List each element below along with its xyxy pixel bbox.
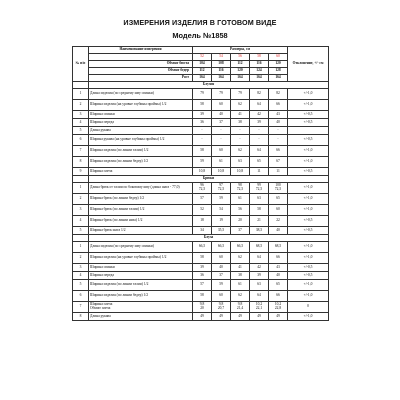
measurement-name: Ширина переда — [89, 119, 193, 127]
measurement-value: 42 — [250, 111, 269, 119]
row-number: 5 — [73, 127, 89, 135]
measurement-value: 36 — [193, 272, 212, 280]
measurement-value: - — [250, 135, 269, 146]
hips-value: 112 — [193, 68, 212, 75]
row-number: 5 — [73, 280, 89, 291]
bust-value: 108 — [212, 61, 231, 68]
section-title: Блузон — [89, 82, 329, 89]
measurement-value: 99 72,5 — [250, 183, 269, 194]
measurement-value: 38 — [231, 119, 250, 127]
measurement-value: 43 — [269, 111, 288, 119]
section-title: Блуза — [89, 235, 329, 242]
header-name: Наименование измерения — [89, 47, 193, 54]
table-row — [73, 291, 329, 302]
tolerance-value: +/-1,0 — [288, 100, 329, 111]
table-row — [73, 157, 329, 168]
table-row — [73, 216, 329, 227]
measurement-value: - — [193, 135, 212, 146]
measurement-value: 65 — [269, 194, 288, 205]
hips-label: Обхват бедер — [89, 68, 193, 75]
size-value: 58 — [250, 54, 269, 61]
height-value: 164 — [250, 75, 269, 82]
measurement-table — [72, 46, 329, 321]
measurement-value: 18 — [193, 216, 212, 227]
measurement-value: 61 — [212, 157, 231, 168]
measurement-value: 11 — [269, 168, 288, 176]
measurement-value: 96 72,5 — [193, 183, 212, 194]
measurement-name: Ширина брюк (по линии низа) 1/2 — [89, 216, 193, 227]
measurement-value: 56 — [231, 205, 250, 216]
row-number: 1 — [73, 183, 89, 194]
measurement-value: 54 — [212, 205, 231, 216]
measurement-value: 10,8 — [212, 168, 231, 176]
tolerance-value: +/-0,5 — [288, 272, 329, 280]
table-row — [73, 111, 329, 119]
measurement-value: 58 — [193, 253, 212, 264]
measurement-value: 49 — [250, 313, 269, 321]
section-num-blank — [73, 235, 89, 242]
tolerance-value: +/-0,5 — [288, 227, 329, 235]
tolerance-value: +/-1,0 — [288, 253, 329, 264]
bust-value: 104 — [193, 61, 212, 68]
tolerance-value: +/-1,0 — [288, 291, 329, 302]
document-title: ИЗМЕРЕНИЯ ИЗДЕЛИЯ В ГОТОВОМ ВИДЕ — [123, 18, 277, 27]
measurement-value: 40 — [212, 111, 231, 119]
measurement-value: 35,5 — [212, 227, 231, 235]
table-row — [73, 272, 329, 280]
tolerance-value: 0 — [288, 302, 329, 313]
measurement-value: 34 — [193, 227, 212, 235]
measurement-value: 60 — [212, 291, 231, 302]
measurement-value: 82 — [269, 89, 288, 100]
measurement-value: 67 — [269, 157, 288, 168]
measurement-value: 49 — [269, 313, 288, 321]
model-number: Модель №1858 — [172, 31, 228, 40]
height-label: Рост — [89, 75, 193, 82]
measurement-name: Длина изделия (по среднему шву спинки) — [89, 89, 193, 100]
tolerance-value: +/-1,0 — [288, 242, 329, 253]
measurement-name: Ширина брюк (по линии талии) 1/2 — [89, 205, 193, 216]
measurement-value: 63 — [231, 157, 250, 168]
header-tolerance: Отклонение, +/- см — [288, 47, 329, 82]
table-row — [73, 205, 329, 216]
section-num-blank — [73, 176, 89, 183]
measurement-value: 37 — [212, 119, 231, 127]
measurement-value: 60 — [269, 205, 288, 216]
hips-value: 116 — [212, 68, 231, 75]
table-row — [73, 168, 329, 176]
measurement-name: Ширина переда — [89, 272, 193, 280]
bust-label: Обхват бюста — [89, 61, 193, 68]
measurement-value: 49 — [231, 313, 250, 321]
table-row — [73, 119, 329, 127]
table-row — [73, 242, 329, 253]
table-row — [73, 89, 329, 100]
measurement-value: 79 — [193, 89, 212, 100]
hips-value: 128 — [269, 68, 288, 75]
measurement-value: 64 — [250, 253, 269, 264]
height-value: 164 — [212, 75, 231, 82]
measurement-value: 49 — [212, 313, 231, 321]
tolerance-value: +/-1,0 — [288, 183, 329, 194]
measurement-name: Ширина изделия (на уровне глубины проймы) 1/2 — [89, 100, 193, 111]
measurement-value: 40 — [269, 119, 288, 127]
table-row — [73, 253, 329, 264]
tolerance-value: +/-1,0 — [288, 280, 329, 291]
table-row — [73, 194, 329, 205]
row-number: 3 — [73, 205, 89, 216]
measurement-value: 79 — [212, 89, 231, 100]
tolerance-value: +/-1,0 — [288, 205, 329, 216]
tolerance-value: +/-0,5 — [288, 264, 329, 272]
measurement-value: 59 — [212, 194, 231, 205]
measurement-value: 39 — [250, 272, 269, 280]
tolerance-value: +/-1,0 — [288, 313, 329, 321]
table-row — [73, 313, 329, 321]
measurement-value: 63 — [250, 280, 269, 291]
measurement-value: 58 — [193, 100, 212, 111]
row-number: 1 — [73, 89, 89, 100]
tolerance-value: +/-0,5 — [288, 119, 329, 127]
measurement-value: 39 — [193, 264, 212, 272]
measurement-name: Ширина плеча — [89, 168, 193, 176]
measurement-value: 68,5 — [250, 242, 269, 253]
tolerance-value: +/-1,0 — [288, 194, 329, 205]
measurement-name: Длина рукава — [89, 313, 193, 321]
measurement-value: 82 — [250, 89, 269, 100]
table-row — [73, 100, 329, 111]
measurement-value: 11 — [250, 168, 269, 176]
measurement-value: 62 — [231, 146, 250, 157]
row-number: 3 — [73, 111, 89, 119]
bust-value: 116 — [250, 61, 269, 68]
measurement-sheet — [72, 4, 328, 396]
size-value: 60 — [269, 54, 288, 61]
measurement-value: 10,2 22,1 — [250, 302, 269, 313]
measurement-name: Ширина изделия (по линии талии) 1/2 — [89, 280, 193, 291]
measurement-value: 39 — [250, 119, 269, 127]
measurement-value: - — [231, 135, 250, 146]
measurement-value: 64 — [250, 100, 269, 111]
header-blank — [89, 54, 193, 61]
measurement-name: Ширина изделия (на уровне глубины проймы) 1/2 — [89, 253, 193, 264]
measurement-value: 60 — [212, 100, 231, 111]
size-value: 54 — [212, 54, 231, 61]
measurement-value: 9,8 21,4 — [231, 302, 250, 313]
size-value: 56 — [231, 54, 250, 61]
measurement-value: 41 — [231, 111, 250, 119]
table-row — [73, 183, 329, 194]
row-number: 8 — [73, 157, 89, 168]
measurement-value: 64 — [250, 291, 269, 302]
hips-value: 124 — [250, 68, 269, 75]
measurement-value: 98 72,5 — [231, 183, 250, 194]
measurement-value: 9,8 20 — [193, 302, 212, 313]
measurement-value: - — [193, 127, 212, 135]
measurement-value: 100 72,5 — [269, 183, 288, 194]
tolerance-value: +/-1,0 — [288, 157, 329, 168]
measurement-name: Ширина брюк шага 1/2 — [89, 227, 193, 235]
measurement-value: 19 — [212, 216, 231, 227]
measurement-value: 10,8 — [231, 168, 250, 176]
measurement-value: 66 — [269, 253, 288, 264]
measurement-value: 41 — [231, 264, 250, 272]
measurement-value: 66 — [269, 100, 288, 111]
measurement-value: 58 — [250, 205, 269, 216]
row-number: 4 — [73, 119, 89, 127]
measurement-value: 61 — [231, 194, 250, 205]
bust-value: 112 — [231, 61, 250, 68]
hips-value: 120 — [231, 68, 250, 75]
measurement-value: 97 72,5 — [212, 183, 231, 194]
measurement-name: Ширина брюк (по линии бедер) 1/2 — [89, 194, 193, 205]
row-number: 9 — [73, 168, 89, 176]
measurement-value: 10,8 — [193, 168, 212, 176]
measurement-value: 58 — [193, 146, 212, 157]
measurement-value: 37 — [231, 227, 250, 235]
measurement-value: 38 — [231, 272, 250, 280]
measurement-value: - — [231, 127, 250, 135]
measurement-value: 57 — [193, 280, 212, 291]
measurement-value: 57 — [193, 194, 212, 205]
row-number: 4 — [73, 272, 89, 280]
section-row — [73, 82, 329, 89]
row-number: 2 — [73, 253, 89, 264]
table-row — [73, 227, 329, 235]
table-row — [73, 280, 329, 291]
row-number: 4 — [73, 216, 89, 227]
table-row — [73, 146, 329, 157]
measurement-value: - — [212, 135, 231, 146]
measurement-name: Ширина изделия (по линии талии) 1/2 — [89, 146, 193, 157]
measurement-value: 66 — [269, 146, 288, 157]
measurement-value: 58 — [193, 291, 212, 302]
section-row — [73, 235, 329, 242]
measurement-value: 66,5 — [212, 242, 231, 253]
measurement-value: 64 — [250, 146, 269, 157]
measurement-value: 60 — [212, 253, 231, 264]
measurement-value: 62 — [231, 100, 250, 111]
measurement-value: 65 — [250, 157, 269, 168]
row-number: 1 — [73, 242, 89, 253]
measurement-value: 63 — [250, 194, 269, 205]
tolerance-value: +/-0,5 — [288, 135, 329, 146]
row-number: 7 — [73, 302, 89, 313]
table-row — [73, 135, 329, 146]
measurement-name: Ширина плеча Обхват плеча — [89, 302, 193, 313]
measurement-value: 36 — [193, 119, 212, 127]
tolerance-value: +/-0,5 — [288, 111, 329, 119]
tolerance-value: +/-1,0 — [288, 89, 329, 100]
row-number: 8 — [73, 313, 89, 321]
measurement-value: 66,5 — [231, 242, 250, 253]
measurement-value: 60 — [212, 146, 231, 157]
header-num: № п/п — [73, 47, 89, 82]
measurement-value: 66 — [269, 291, 288, 302]
row-number: 6 — [73, 291, 89, 302]
measurement-value: 42 — [250, 264, 269, 272]
row-number: 7 — [73, 146, 89, 157]
measurement-name: Длина изделия (по среднему шву спинки) — [89, 242, 193, 253]
measurement-value: 59 — [193, 157, 212, 168]
measurement-value: 49 — [193, 313, 212, 321]
height-value: 164 — [193, 75, 212, 82]
measurement-value: 38,5 — [250, 227, 269, 235]
row-number: 5 — [73, 227, 89, 235]
measurement-value: 66,5 — [193, 242, 212, 253]
measurement-value: 37 — [212, 272, 231, 280]
height-value: 164 — [269, 75, 288, 82]
section-row — [73, 176, 329, 183]
measurement-value: - — [269, 135, 288, 146]
measurement-value: 9,8 20,7 — [212, 302, 231, 313]
measurement-value: 22 — [269, 216, 288, 227]
measurement-value: 10,2 22,8 — [269, 302, 288, 313]
row-number: 2 — [73, 194, 89, 205]
measurement-value: - — [250, 127, 269, 135]
measurement-value: 61 — [231, 280, 250, 291]
measurement-value: 40 — [269, 227, 288, 235]
measurement-value: 43 — [269, 264, 288, 272]
row-number: 3 — [73, 264, 89, 272]
measurement-value: 52 — [193, 205, 212, 216]
measurement-name: Ширина рукава (на уровне глубины проймы) 1/2 — [89, 135, 193, 146]
measurement-value: 20 — [231, 216, 250, 227]
section-num-blank — [73, 82, 89, 89]
header-sizes: Размеры, см — [193, 47, 288, 54]
measurement-name: Ширина изделия (по линии бедер) 1/2 — [89, 291, 193, 302]
measurement-name: Ширина спинки — [89, 264, 193, 272]
measurement-value: 39 — [193, 111, 212, 119]
height-value: 164 — [231, 75, 250, 82]
measurement-value: 65 — [269, 280, 288, 291]
measurement-value: 79 — [231, 89, 250, 100]
measurement-value: - — [269, 127, 288, 135]
measurement-value: 40 — [269, 272, 288, 280]
table-row — [73, 264, 329, 272]
tolerance-value: +/-1,0 — [288, 146, 329, 157]
table-row — [73, 302, 329, 313]
measurement-value: 40 — [212, 264, 231, 272]
tolerance-value: +/-0,5 — [288, 168, 329, 176]
measurement-name: Длина рукава — [89, 127, 193, 135]
measurement-name: Длина брюк от талии по боковому шву (длина шага - 77,0) — [89, 183, 193, 194]
section-title: Брюки — [89, 176, 329, 183]
bust-value: 120 — [269, 61, 288, 68]
header-row-sizes — [73, 47, 329, 54]
measurement-value: 21 — [250, 216, 269, 227]
tolerance-value: +/-0,5 — [288, 216, 329, 227]
measurement-name: Ширина спинки — [89, 111, 193, 119]
measurement-name: Ширина изделия (по линии бедер) 1/2 — [89, 157, 193, 168]
measurement-value: 62 — [231, 253, 250, 264]
measurement-value: - — [212, 127, 231, 135]
measurement-value: 68,5 — [269, 242, 288, 253]
tolerance-value — [288, 127, 329, 135]
table-row — [73, 127, 329, 135]
row-number: 6 — [73, 135, 89, 146]
measurement-value: 62 — [231, 291, 250, 302]
row-number: 2 — [73, 100, 89, 111]
measurement-value: 59 — [212, 280, 231, 291]
size-value: 52 — [193, 54, 212, 61]
